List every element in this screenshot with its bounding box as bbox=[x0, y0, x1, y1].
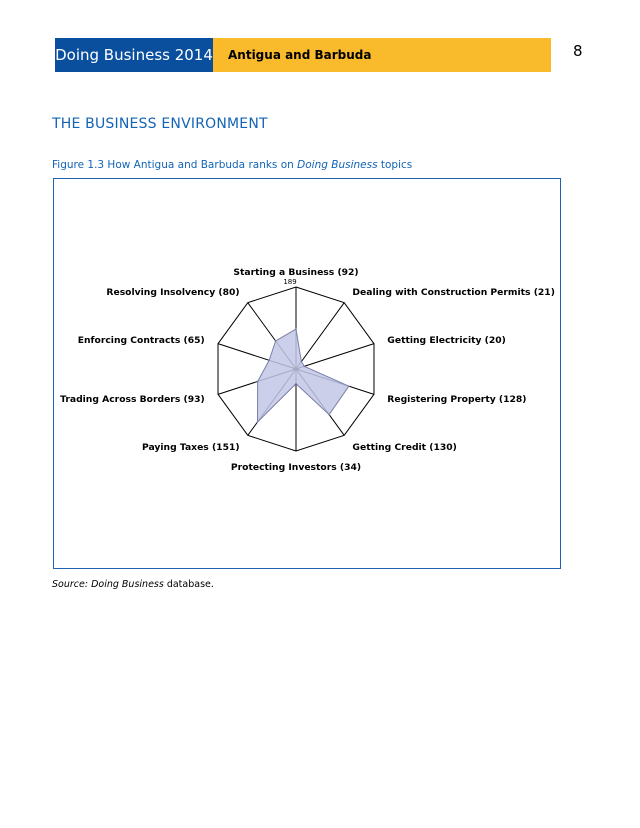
caption-italic: Doing Business bbox=[297, 159, 378, 171]
radar-category-label: Paying Taxes (151) bbox=[142, 442, 240, 454]
caption-suffix: topics bbox=[377, 159, 413, 171]
source-italic: Doing Business bbox=[91, 579, 164, 590]
radar-category-label: Protecting Investors (34) bbox=[230, 462, 362, 473]
radar-category-label: Getting Electricity (20) bbox=[387, 334, 506, 346]
radar-category-label: Starting a Business (92) bbox=[233, 267, 359, 278]
caption-prefix: Figure 1.3 How Antigua and Barbuda ranks on bbox=[52, 159, 298, 171]
radar-category-label: Resolving Insolvency (80) bbox=[106, 286, 240, 298]
figure-frame bbox=[53, 178, 561, 569]
radar-category-label: Dealing with Construction Permits (21) bbox=[352, 286, 555, 298]
radar-scale-label: 189 bbox=[283, 278, 297, 286]
report-title: Doing Business 2014 bbox=[55, 46, 213, 64]
section-title: THE BUSINESS ENVIRONMENT bbox=[52, 116, 268, 132]
source-suffix: database. bbox=[163, 579, 214, 590]
source-note bbox=[52, 579, 214, 590]
report-title-banner bbox=[55, 38, 213, 72]
radar-category-label: Enforcing Contracts (65) bbox=[77, 334, 205, 346]
economy-name: Antigua and Barbuda bbox=[228, 48, 372, 62]
radar-category-label: Getting Credit (130) bbox=[352, 442, 457, 454]
page-number: 8 bbox=[573, 42, 583, 60]
source-label: Source: bbox=[52, 579, 89, 590]
economy-banner bbox=[213, 38, 551, 72]
radar-category-label: Registering Property (128) bbox=[387, 394, 527, 406]
radar-category-label: Trading Across Borders (93) bbox=[60, 394, 205, 406]
figure-caption bbox=[52, 159, 412, 171]
